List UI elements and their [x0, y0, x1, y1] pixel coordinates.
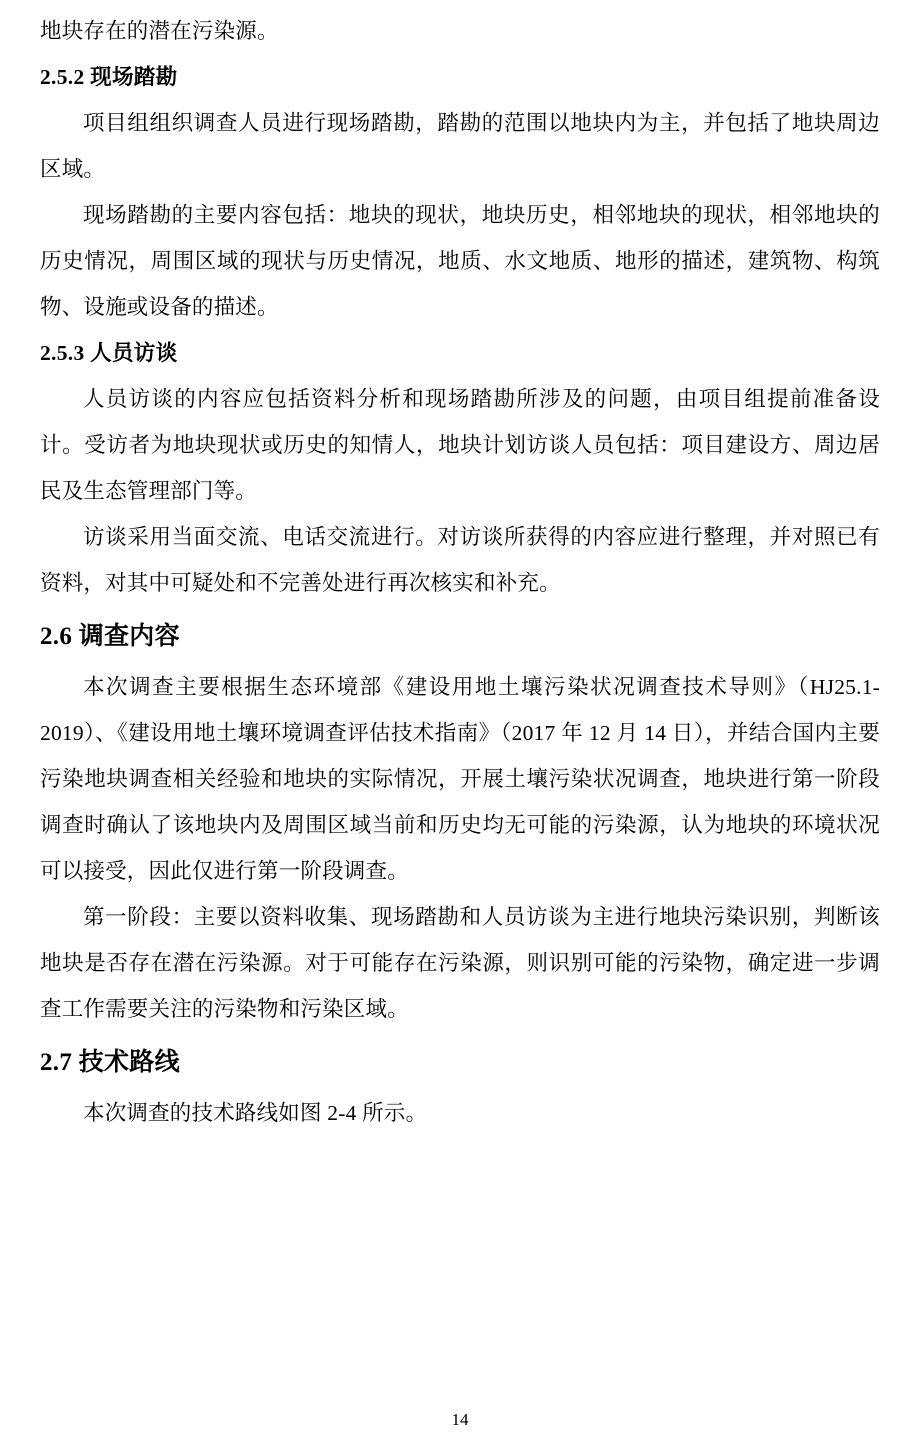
paragraph-site-reconnaissance-2: 现场踏勘的主要内容包括：地块的现状，地块历史，相邻地块的现状，相邻地块的历史情况，周围区域的现状与历史情况，地质、水文地质、地形的描述，建筑物、构筑物、设施或设备的描述。	[40, 203, 880, 319]
paragraph-interview-2: 访谈采用当面交流、电话交流进行。对访谈所获得的内容应进行整理，并对照已有资料，对其中可疑处和不完善处进行再次核实和补充。	[40, 525, 880, 595]
heading-2-5-2: 2.5.2 现场踏勘	[40, 65, 178, 89]
paragraph-site-reconnaissance-1: 项目组组织调查人员进行现场踏勘，踏勘的范围以地块内为主，并包括了地块周边区域。	[40, 111, 880, 181]
heading-2-6: 2.6 调查内容	[40, 623, 180, 650]
paragraph-continuation: 地块存在的潜在污染源。	[40, 19, 279, 43]
paragraph-technical-route: 本次调查的技术路线如图 2-4 所示。	[83, 1101, 428, 1125]
heading-2-5-3: 2.5.3 人员访谈	[40, 341, 178, 365]
page-number: 14	[451, 1410, 469, 1429]
paragraph-survey-content-2: 第一阶段：主要以资料收集、现场踏勘和人员访谈为主进行地块污染识别，判断该地块是否存在潜在污染源。对于可能存在污染源，则识别可能的污染物，确定进一步调查工作需要关注的污染物和污染区域。	[40, 905, 880, 1021]
paragraph-survey-content-1: 本次调查主要根据生态环境部《建设用地土壤污染状况调查技术导则》（HJ25.1-2019）、《建设用地土壤环境调查评估技术指南》（2017 年 12 月 14 日），并结合国内主要污染地块调查相关经验和地块的实际情况，开展土壤污染状况调查，地块进行第一阶段调查时确认了该地块内及周围区域当前和历史均无可能的污染源，认为地块的环境状况可以接受，因此仅进行第一阶段调查。	[40, 675, 880, 883]
paragraph-interview-1: 人员访谈的内容应包括资料分析和现场踏勘所涉及的问题，由项目组提前准备设计。受访者为地块现状或历史的知情人，地块计划访谈人员包括：项目建设方、周边居民及生态管理部门等。	[40, 387, 880, 503]
heading-2-7: 2.7 技术路线	[40, 1049, 180, 1076]
